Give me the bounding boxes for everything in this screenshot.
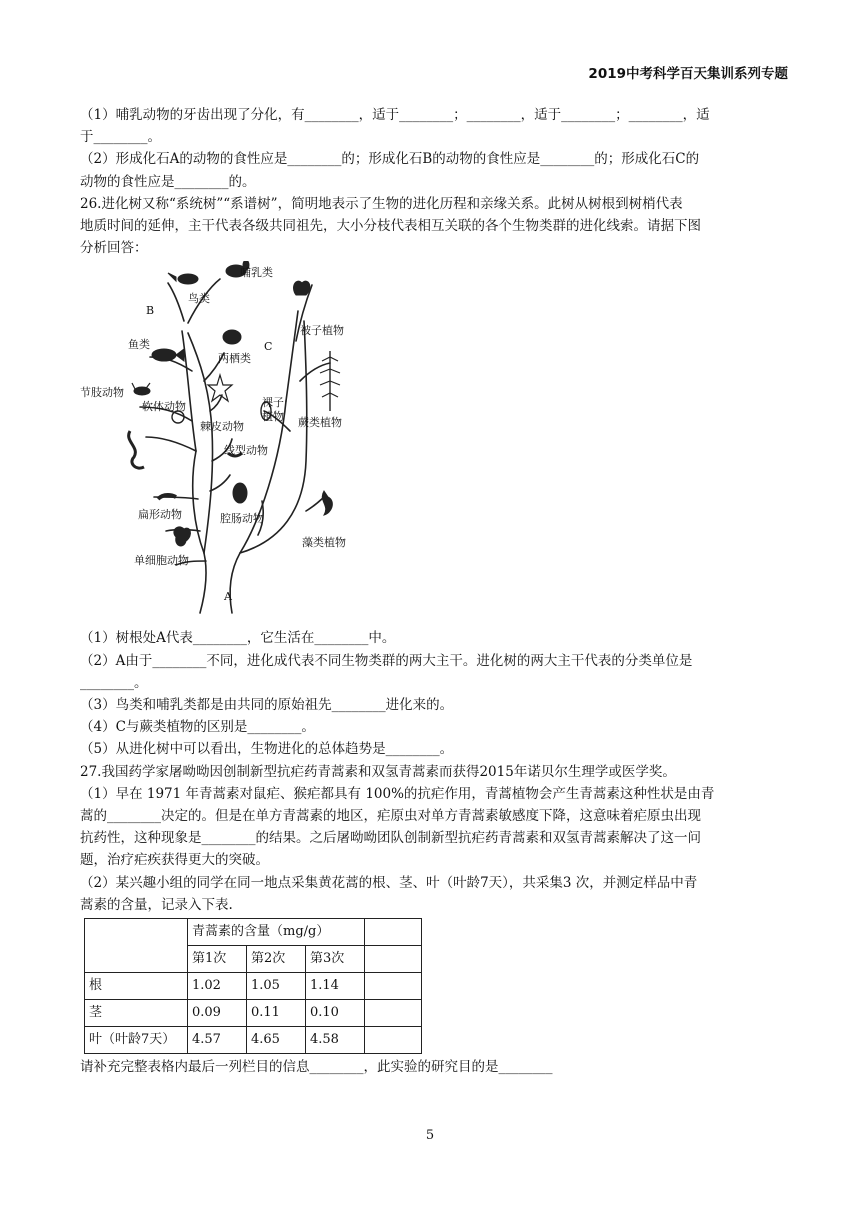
- question-26-4: （4）C与蕨类植物的区别是________。: [80, 719, 315, 736]
- question-26-3: （3）鸟类和哺乳类都是由共同的原始祖先________进化来的。: [80, 697, 454, 714]
- text-line: 蒿素的含量，记录入下表.: [80, 896, 233, 913]
- label-B: B: [146, 304, 155, 318]
- table-col-header: 第1次: [188, 946, 247, 973]
- label-A: A: [224, 590, 232, 604]
- table-cell: 0.11: [247, 1000, 306, 1027]
- table-col-header: 第2次: [247, 946, 306, 973]
- question-26-2: （2）A由于________不同，进化成代表不同生物类群的两大主干。进化树的两大主干代表的分类单位是: [80, 652, 693, 669]
- table-row: [85, 1027, 422, 1054]
- text-line: ________。: [80, 674, 148, 691]
- table-cell: 4.65: [247, 1027, 306, 1054]
- table-empty-cell: [365, 1000, 422, 1027]
- table-row-label: 茎: [85, 1000, 188, 1027]
- table-row: [85, 1000, 422, 1027]
- text-line: （1）哺乳动物的牙齿出现了分化，有________，适于________；________，适于________；________，适: [80, 107, 710, 123]
- table-row: [85, 973, 422, 1000]
- text-line: 蒿的________决定的。但是在单方青蒿素的地区，疟原虫对单方青蒿素敏感度下降，这意味着疟原虫出现: [80, 808, 701, 825]
- table-empty-cell: [365, 1027, 422, 1054]
- label-gymnosperm-2: 植物: [262, 410, 284, 424]
- label-echinoderm: 棘皮动物: [200, 420, 244, 434]
- text-line: 分析回答：: [80, 240, 148, 257]
- text-line: （2）形成化石A的动物的食性应是________的；形成化石B的动物的食性应是________的；形成化石C的: [80, 151, 700, 168]
- question-26-5: （5）从进化树中可以看出，生物进化的总体趋势是________。: [80, 741, 454, 758]
- question-27-text: 27.我国药学家屠呦呦因创制新型抗疟药青蒿素和双氢青蒿素而获得2015年诺贝尔生理学或医学奖。: [80, 763, 676, 780]
- label-C: C: [264, 340, 273, 354]
- question-27-1: （1）早在 1971 年青蒿素对鼠疟、猴疟都具有 100%的抗疟作用，青蒿植物会产生青蒿素这种性状是由青: [80, 785, 715, 802]
- text-line: 题，治疗疟疾获得更大的突破。: [80, 852, 269, 869]
- question-27-2: （2）某兴趣小组的同学在同一地点采集黄花蒿的根、茎、叶（叶龄7天），共采集3 次，并测定样品中青: [80, 874, 698, 891]
- label-fern: 蕨类植物: [298, 416, 342, 430]
- question-26-1: （1）树根处A代表________，它生活在________中。: [80, 630, 396, 647]
- text-line: 抗药性，这种现象是________的结果。之后屠呦呦团队创制新型抗疟药青蒿素和双氢青蒿素解决了这一问: [80, 830, 701, 847]
- text-line: 于________。: [80, 129, 161, 146]
- table-cell: 0.09: [188, 1000, 247, 1027]
- table-row-label: 根: [85, 973, 188, 1000]
- table-cell: 4.57: [188, 1027, 247, 1054]
- table-corner-cell: [85, 919, 188, 973]
- table-cell: 1.14: [306, 973, 365, 1000]
- label-algae: 藻类植物: [302, 536, 346, 550]
- label-coelenterate: 腔肠动物: [220, 512, 264, 526]
- label-bird: 鸟类: [188, 292, 210, 306]
- table-empty-cell: [365, 973, 422, 1000]
- page-number: 5: [425, 1128, 435, 1143]
- text-line: 动物的食性应是________的。: [80, 173, 256, 190]
- table-header: 青蒿素的含量（mg/g）: [188, 919, 365, 946]
- label-mollusk: 软体动物: [142, 400, 186, 414]
- table-empty-col-header: [365, 946, 422, 973]
- evolution-tree-drawing: [80, 261, 380, 621]
- label-fish: 鱼类: [128, 338, 150, 352]
- label-flatworm: 扁形动物: [138, 508, 182, 522]
- text-line: 地质时间的延伸，主干代表各级共同祖先，大小分枝代表相互关联的各个生物类群的进化线索。请据下图: [80, 218, 701, 235]
- label-gymnosperm-1: 裸子: [262, 396, 284, 410]
- label-protozoa: 单细胞动物: [134, 554, 189, 568]
- label-mammal: 哺乳类: [240, 266, 273, 280]
- artemisinin-table: [84, 918, 422, 1054]
- evolution-tree-figure: [80, 261, 380, 621]
- table-cell: 1.02: [188, 973, 247, 1000]
- label-nematode: 线型动物: [224, 444, 268, 458]
- page-content: [80, 104, 792, 1078]
- page-header: 2019中考科学百天集训系列专题: [588, 66, 788, 82]
- table-empty-header: [365, 919, 422, 946]
- table-cell: 0.10: [306, 1000, 365, 1027]
- table-cell: 4.58: [306, 1027, 365, 1054]
- table-cell: 1.05: [247, 973, 306, 1000]
- question-26-text: 26.进化树又称“系统树”“系谱树”，简明地表示了生物的进化历程和亲缘关系。此树从树根到树梢代表: [80, 195, 683, 212]
- label-arthropod: 节肢动物: [80, 386, 124, 400]
- label-amphibian: 两栖类: [218, 352, 251, 366]
- final-question-line: 请补充完整表格内最后一列栏目的信息________，此实验的研究目的是________: [80, 1059, 553, 1076]
- table-col-header: 第3次: [306, 946, 365, 973]
- label-angiosperm: 被子植物: [300, 324, 344, 338]
- table-row-label: 叶（叶龄7天）: [85, 1027, 188, 1054]
